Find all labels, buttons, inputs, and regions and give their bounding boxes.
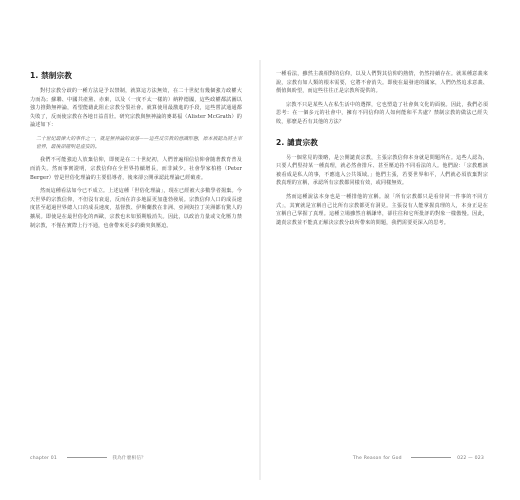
right-footer bbox=[353, 456, 488, 461]
section-2-heading: 2. 譴責宗教 bbox=[276, 137, 318, 147]
footer-page-numbers: 022 — 023 bbox=[457, 456, 484, 461]
body-paragraph: 宗教不只是某些人在私生活中的選擇，它也塑造了社會與文化的面貌。因此，我們必須思考：在一個多元的社會中，擁有不同信仰的人如何能和平共處？禁制宗教的做法已經失敗，那麼是否有其他的方法？ bbox=[276, 101, 488, 125]
body-paragraph: 然而這種說法本身也是一種排他的宣稱。說「所有宗教都只是看待同一件事的不同方式」，其實就是宣稱自己比所有宗教都更有洞見。主張沒有人能掌握真理的人，本身正是在宣稱自己掌握了真理。這種立場雖然自稱謙卑，卻往往和它所批評的對象一樣傲慢。因此，譴責宗教並不能真正解決宗教分歧所帶來的問題，我們需要更深入的思考。 bbox=[276, 193, 488, 226]
footer-rule bbox=[411, 457, 451, 458]
left-page bbox=[30, 70, 242, 470]
section-1-heading: 1. 禁制宗教 bbox=[30, 71, 72, 80]
block-quote: 二十世紀最偉大的事件之一，就是無神論的衰落——這些反宗教的意識形態，原本被認為將主宰世界，最後卻證明是虛妄的。 bbox=[36, 135, 242, 151]
body-paragraph: 另一個常見的策略，是公開譴責宗教，主張宗教信仰本身就是問題所在。這些人認為，只要人們堅持某一種真理，就必然會排斥、甚至壓迫持不同看法的人。他們說：「宗教應該被看成是私人的事，不應進入公共領域。」他們主張，若要世界和平，人們就必須放棄對宗教真理的宣稱，承認所有宗教都同樣有效，或同樣無效。 bbox=[276, 154, 488, 187]
footer-book-title: 我為什麼相信？ bbox=[112, 456, 146, 461]
footer-chapter: chapter 01 bbox=[30, 456, 57, 461]
page-gutter bbox=[259, 60, 261, 480]
body-paragraph: 我們不可能強迫人放棄信仰，即便是在二十世紀初，人們普遍相信信仰會隨著教育普及而消失。然而事實證明，宗教信仰在全世界持續增長，而非減少。社會學家柏格（Peter Berger）曾是世俗化理論的主要倡導者，後來卻公開承認此理論已經破產。 bbox=[30, 157, 242, 181]
footer-rule bbox=[67, 457, 107, 458]
body-paragraph: 一種看法，雖然主義相對的信仰，以及人們對其信仰的熱情，仍然持續存在。就某種意義來說，宗教有如人類的根本需要，它將不會消失。即使在最發達的國家，人們仍然追求意義、價值與盼望，而這些往往正是宗教所提供的。 bbox=[276, 71, 488, 95]
body-paragraph: 對付宗教分歧的一種方法是予以禁制，就算這方法無效，在二十世紀有幾個強力政權大力而為；蘇聯、中國共產黨、赤柬，以及（一度不太一樣的）納粹德國，這些政權都試圖以強力推動無神論，希望能藉此阻止宗教分裂社會。就算使用最激進的手段，這些嘗試通通都失敗了，反而使宗教在各地日益茁壯。研究宗教與無神論的麥葛福（Alister McGrath）的論述如下： bbox=[30, 88, 242, 129]
footer-running-title: The Reason for God bbox=[352, 456, 402, 461]
left-footer bbox=[30, 455, 150, 461]
body-paragraph: 然而這種看法如今已不成立。上述這種「世俗化理論」，現在已經被大多數學者揚棄。今天世界的宗教信仰，不但沒有衰退，反而在許多地區更加蓬勃發展。宗教信仰人口的成長速度甚至超過世界總人口的成長速度，基督教、伊斯蘭教在非洲、亞洲與拉丁美洲都有驚人的擴展。即使是在最世俗化的西歐，宗教也未如預期般消失。因此，以政治力量或文化壓力禁制宗教，不僅在實際上行不通，也會帶來更多的衝突與壓迫。 bbox=[30, 188, 242, 229]
right-page bbox=[276, 70, 488, 470]
